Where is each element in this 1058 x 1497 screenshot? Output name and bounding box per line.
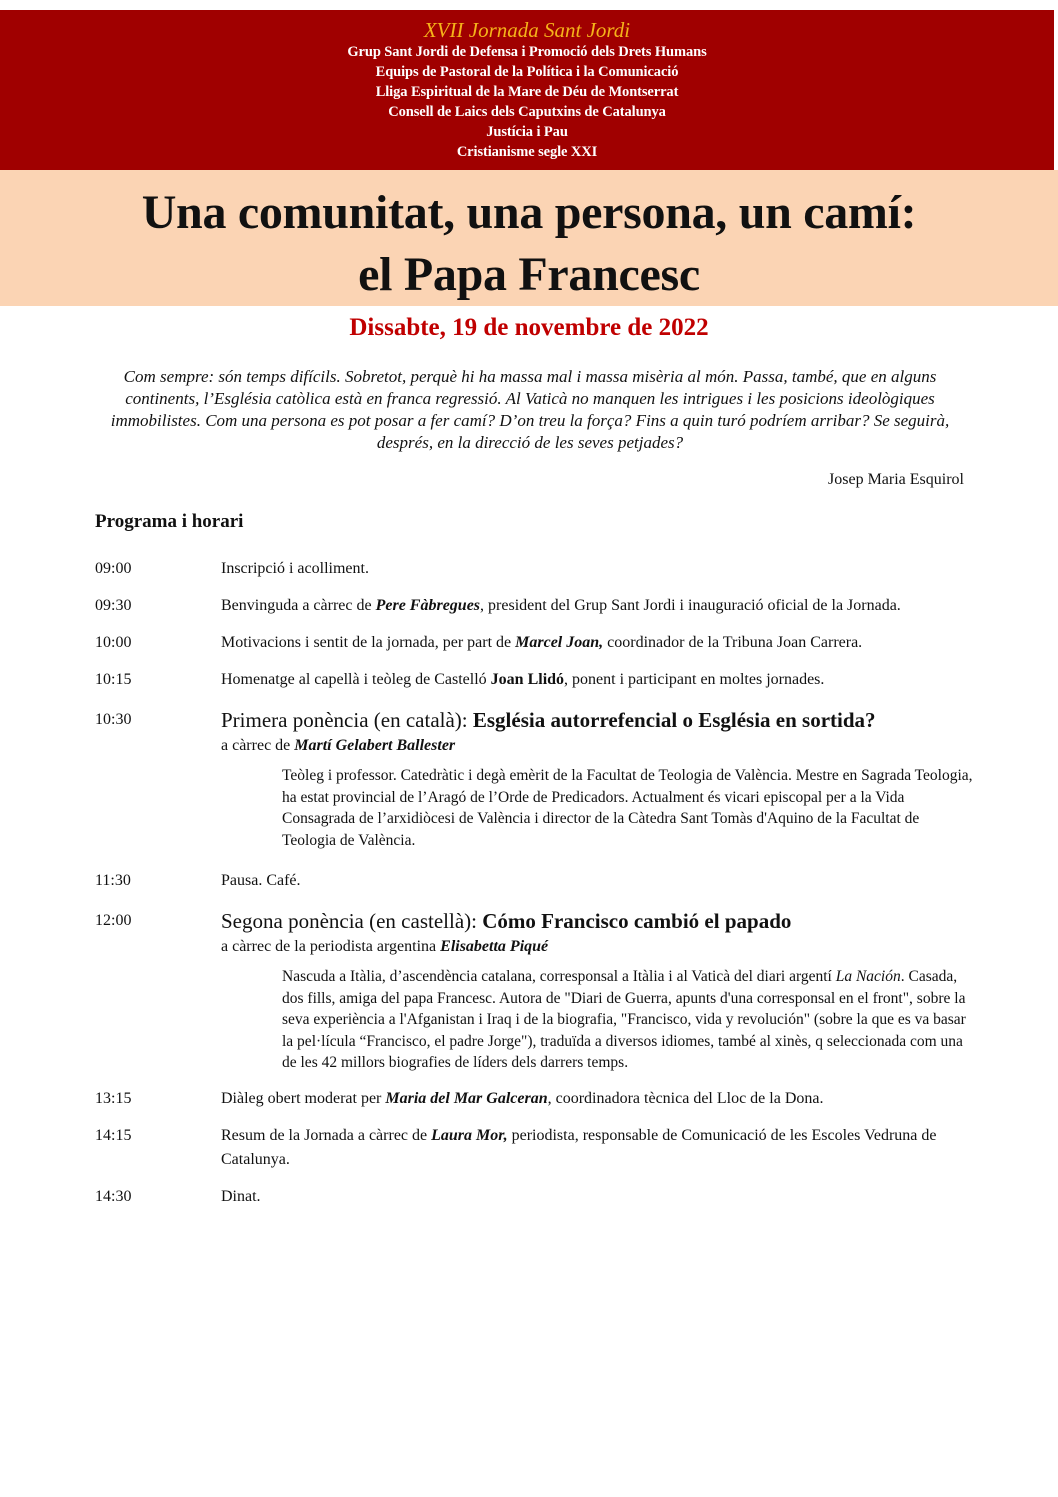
item-text <box>221 705 975 851</box>
item-time: 14:30 <box>95 1187 132 1205</box>
program-item <box>95 668 975 692</box>
program-heading: Programa i horari <box>95 511 244 532</box>
item-time: 09:30 <box>95 597 132 614</box>
event-date: Dissabte, 19 de novembre de 2022 <box>349 314 709 341</box>
item-text <box>221 631 975 655</box>
item-time: 10:00 <box>95 634 132 651</box>
program-item <box>95 1124 975 1172</box>
item-time: 09:00 <box>95 560 132 577</box>
page-title <box>0 170 1058 306</box>
speaker-bio <box>282 966 975 1074</box>
speaker-bio: Teòleg i professor. Catedràtic i degà emèrit de la Facultat de Teologia de València. Mestre en Sagrada Teologia, ha estat provincial de l’Aragó de l’Orde de Predicadors. Actualment és vicari episcopal per a la Vida Consagrada de l’arxidiòcesi de València i director de la Càtedra Sant Tomàs d'Aquino de la Facultat de Teologia de València. <box>282 767 973 849</box>
text-post: , ponent i participant en moltes jornades. <box>564 671 825 688</box>
program-item <box>95 594 975 618</box>
person-name: Pere Fàbregues <box>375 597 481 614</box>
item-time: 10:15 <box>95 671 132 688</box>
person-name: Maria del Mar Galceran <box>385 1089 548 1107</box>
text-post: coordinador de la Tribuna Joan Carrera. <box>603 634 863 651</box>
item-text <box>221 594 975 618</box>
bio-text: Nascuda a Itàlia, d’ascendència catalana, corresponsal a Itàlia i al Vaticà del diari argentí <box>282 968 836 985</box>
text-pre: Primera ponència (en català): <box>221 708 473 732</box>
title-banner <box>0 170 1058 306</box>
program-item <box>95 631 975 655</box>
quote-author: Josep Maria Esquirol <box>828 471 964 488</box>
text-post: , president del Grup Sant Jordi i inauguració oficial de la Jornada. <box>480 597 901 614</box>
item-time: 14:15 <box>95 1126 132 1144</box>
organizer-line: Grup Sant Jordi de Defensa i Promoció dels Drets Humans <box>347 44 707 60</box>
text-pre: Homenatge al capellà i teòleg de Castelló <box>221 671 491 688</box>
item-text: Dinat. <box>221 1187 261 1205</box>
organizer-line: Equips de Pastoral de la Política i la Comunicació <box>375 64 679 80</box>
item-text: Pausa. Café. <box>221 872 301 889</box>
text-pre: Resum de la Jornada a càrrec de <box>221 1126 432 1144</box>
organizer-line: Lliga Espiritual de la Mare de Déu de Montserrat <box>375 84 679 100</box>
person-name: Laura Mor, <box>431 1126 508 1144</box>
item-text <box>221 1124 975 1172</box>
item-text: Inscripció i acolliment. <box>221 560 369 577</box>
text-pre: Benvinguda a càrrec de <box>221 597 376 614</box>
program-item <box>95 869 975 893</box>
text-post: , coordinadora tècnica del Lloc de la Dona. <box>547 1089 824 1107</box>
text-pre: a càrrec de <box>221 737 295 754</box>
newspaper-name: La Nación <box>835 968 901 985</box>
organizers-banner <box>0 10 1054 170</box>
text-pre: a càrrec de la periodista argentina <box>221 938 441 955</box>
text-pre: Segona ponència (en castellà): <box>221 909 483 933</box>
item-text <box>221 668 975 692</box>
talk-topic: Església autorrefencial o Església en sortida? <box>472 708 876 732</box>
organizer-line: Cristianisme segle XXI <box>456 144 598 160</box>
bio-text: . Casada, dos fills, amiga del papa Francesc. Autora de "Diari de Guerra, apunts d'una corresponsal en el front", sobre la seva experiència a l'Afganistan i Iraq i de la biografia, "Francisco, vida y revolución" (sobre la que es va basar la pel·lícula “Francisco, el padre Jorge"), traduïda a diversos idiomes, també al xinès, q seleccionada com una de les 42 millors biografies de líders dels darrers temps. <box>282 968 966 1071</box>
quote-text: Com sempre: són temps difícils. Sobretot, perquè hi ha massa mal i massa misèria al món. Passa, també, que en alguns continents, l’Església catòlica està en franca regressió. Al Vaticà no manquen les intrigues i les posicions ideològiques immobilistes. Com una persona es pot posar a fer camí? D’on treu la força? Fins a quin turó podríem arribar? Se seguirà, després, en la direcció de les seves petjades? <box>110 367 950 452</box>
speaker-name: Martí Gelabert Ballester <box>294 737 456 754</box>
person-name: Marcel Joan, <box>515 634 604 651</box>
program-item <box>95 906 975 1074</box>
program-item <box>95 557 975 581</box>
program-item <box>95 1185 975 1209</box>
item-time: 12:00 <box>95 912 132 929</box>
item-text <box>221 906 975 1074</box>
organizer-line: Justícia i Pau <box>486 124 568 140</box>
program-item <box>95 1087 975 1111</box>
item-time: 10:30 <box>95 711 132 728</box>
person-name: Joan Llidó <box>490 671 565 688</box>
speaker-line <box>221 936 975 958</box>
talk-topic: Cómo Francisco cambió el papado <box>482 909 792 933</box>
item-text <box>221 1087 975 1111</box>
text-pre: Diàleg obert moderat per <box>221 1089 386 1107</box>
speaker-line <box>221 735 975 757</box>
event-title: XVII Jornada Sant Jordi <box>423 18 631 42</box>
item-time: 11:30 <box>95 872 131 889</box>
item-time: 13:15 <box>95 1089 132 1107</box>
title-line-1: Una comunitat, una persona, un camí: <box>141 186 917 239</box>
speaker-name: Elisabetta Piqué <box>440 938 549 955</box>
text-pre: Motivacions i sentit de la jornada, per part de <box>221 634 516 651</box>
program-item <box>95 705 975 851</box>
title-line-2: el Papa Francesc <box>358 248 700 301</box>
text-post: periodista, responsable de Comunicació de les Escoles Vedruna de Catalunya. <box>221 1126 937 1168</box>
organizer-line: Consell de Laics dels Caputxins de Catalunya <box>388 104 666 120</box>
program-list <box>95 557 975 1222</box>
